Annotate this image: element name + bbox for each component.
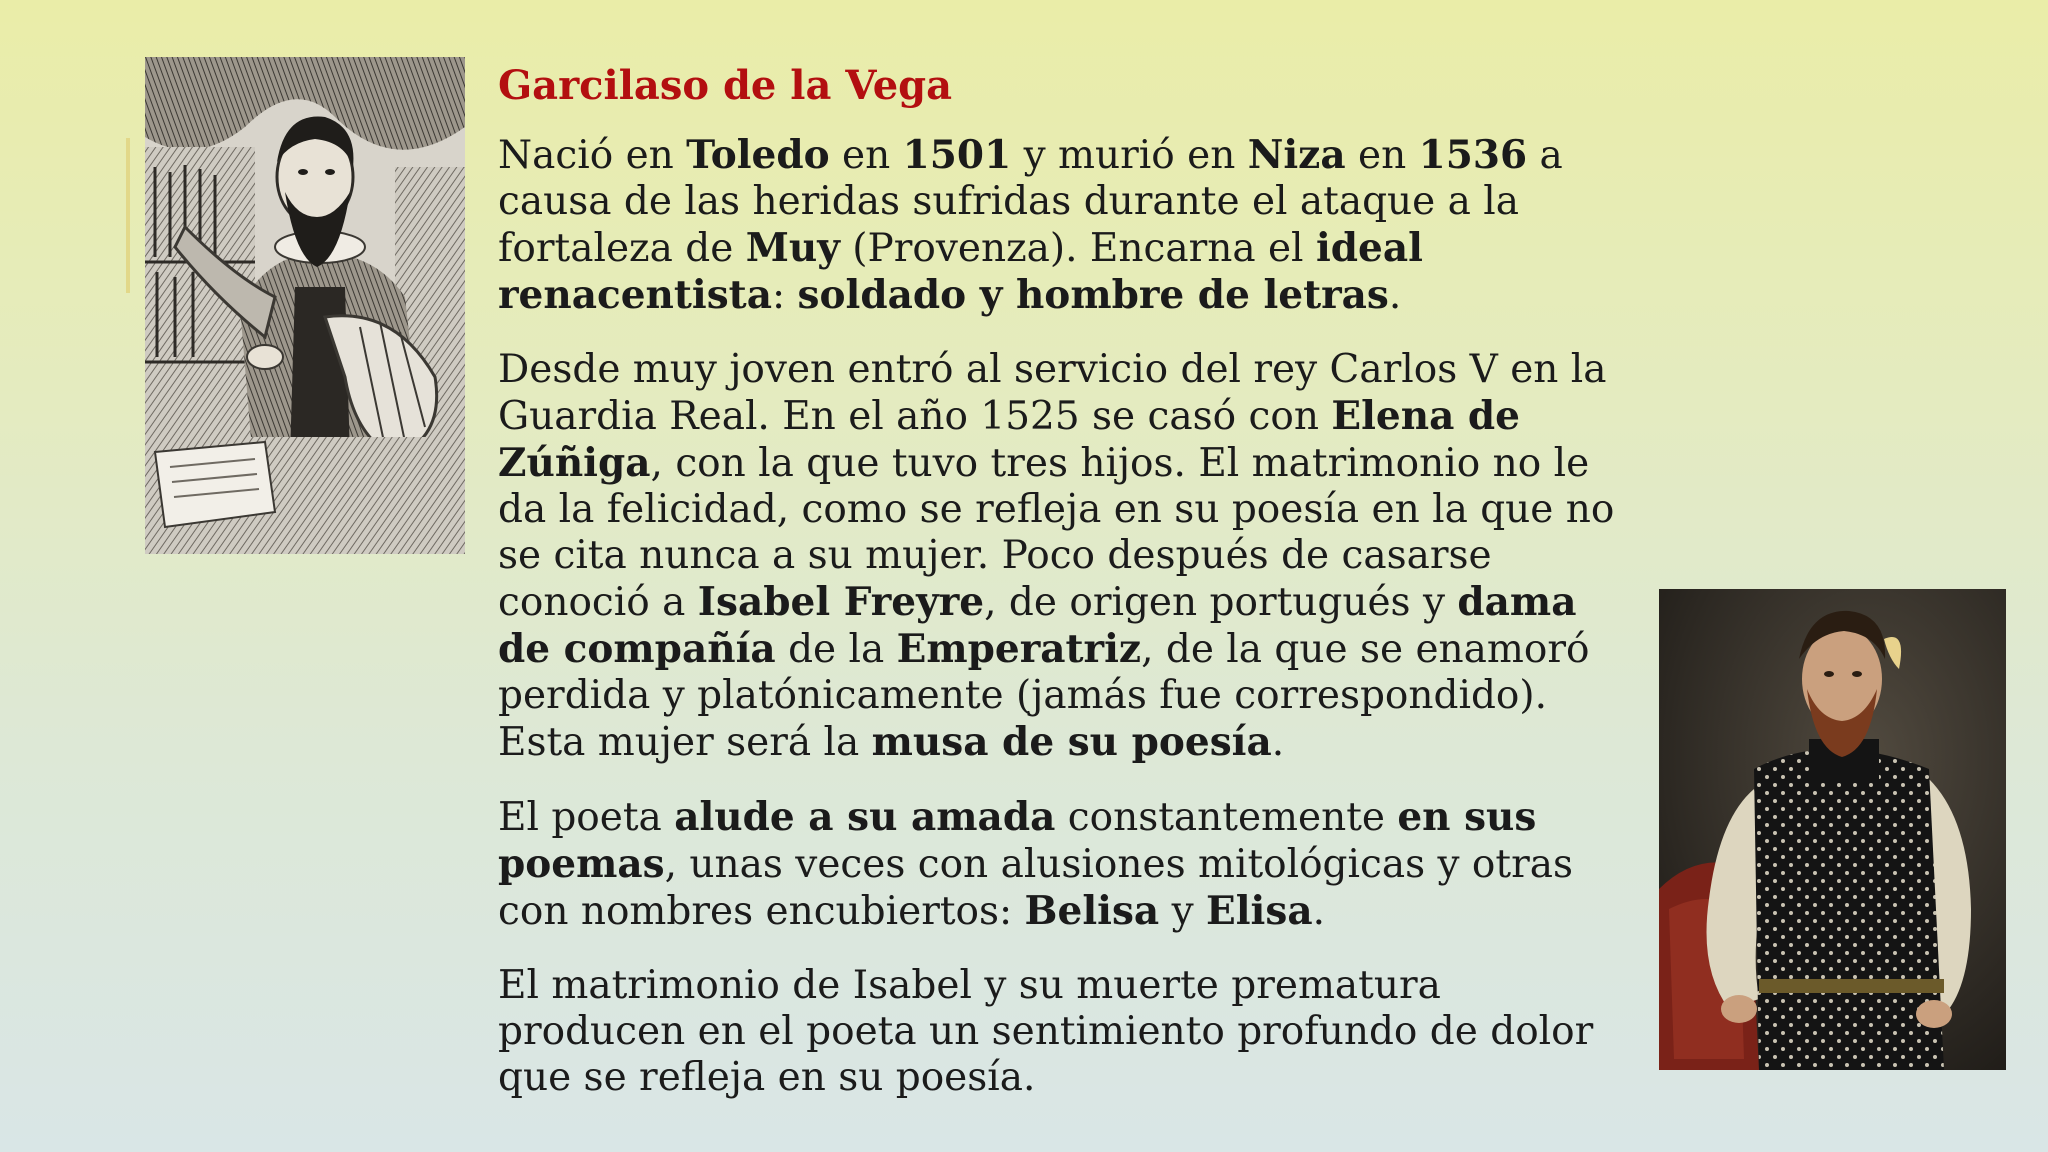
bold-phrase: alude a su amada	[674, 794, 1056, 840]
paragraph-poems: El poeta alude a su amada constantemente en sus poemas, unas veces con alusiones mitológicas y otras con nombres encubiertos: Belisa y Elisa.	[498, 794, 1573, 934]
bold-phrase: Isabel Freyre	[697, 579, 985, 625]
bold-phrase: Toledo	[686, 132, 830, 178]
bold-phrase: dama de compañía	[498, 579, 1577, 672]
bold-phrase: Elena de Zúñiga	[498, 393, 1520, 486]
main-content	[498, 60, 1618, 1129]
bold-phrase: soldado y hombre de letras	[797, 272, 1389, 318]
bold-phrase: Belisa	[1024, 888, 1160, 934]
bold-phrase: 1536	[1418, 132, 1528, 178]
bold-phrase: Niza	[1247, 132, 1346, 178]
bold-phrase: 1501	[902, 132, 1012, 178]
accent-line	[126, 138, 130, 293]
page-title: Garcilaso de la Vega	[498, 62, 953, 109]
bold-phrase: Emperatriz	[896, 626, 1142, 672]
bold-phrase: Muy	[745, 225, 840, 271]
paragraph-grief: El matrimonio de Isabel y su muerte prematura producen en el poeta un sentimiento profundo de dolor que se refleja en su poesía.	[498, 963, 1594, 1100]
bold-phrase: Elisa	[1206, 888, 1313, 934]
portrait-engraving	[145, 57, 465, 554]
bold-phrase: ideal renacentista	[498, 225, 1423, 318]
paragraph-life: Desde muy joven entró al servicio del rey Carlos V en la Guardia Real. En el año 1525 se casó con Elena de Zúñiga, con la que tuvo tres hijos. El matrimonio no le da la felicidad, como se refleja en su poesía en la que no se cita nunca a su mujer. Poco después de casarse conoció a Isabel Freyre, de origen portugués y dama de compañía de la Emperatriz, de la que se enamoró perdida y platónicamente (jamás fue correspondido). Esta mujer será la musa de su poesía.	[498, 347, 1615, 765]
portrait-painting	[1659, 589, 2006, 1070]
bold-phrase: en sus poemas	[498, 794, 1537, 887]
paragraph-birth-death: Nació en Toledo en 1501 y murió en Niza en 1536 a causa de las heridas sufridas durante el ataque a la fortaleza de Muy (Provenza). Encarna el ideal renacentista: soldado y hombre de letras.	[498, 132, 1563, 318]
bold-phrase: musa de su poesía	[871, 719, 1272, 765]
